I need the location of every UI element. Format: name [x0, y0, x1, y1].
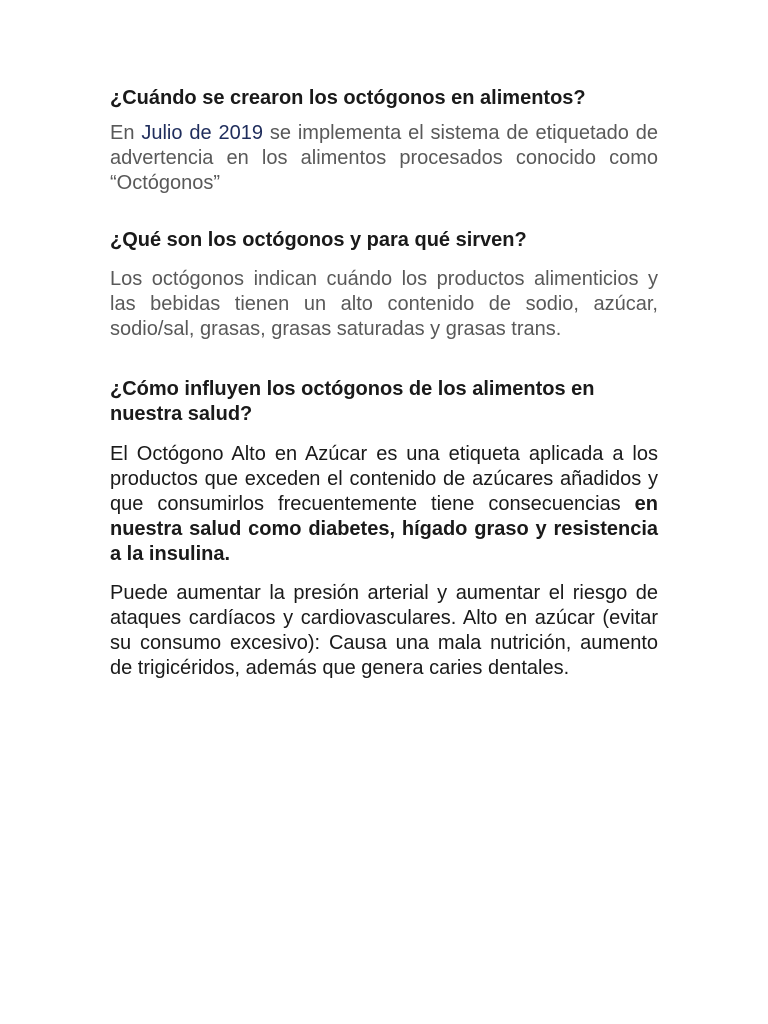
section-heading-como-influyen: ¿Cómo influyen los octógonos de los alimentos en nuestra salud? [110, 378, 595, 425]
paragraph-text-regular: El Octógono Alto en Azúcar es una etiqueta aplicada a los productos que exceden el contenido de azúcares añadidos y que consumirlos frecuentemente tiene consecuencias [110, 443, 658, 515]
paragraph-text-rest: se implementa el sistema de etiquetado de advertencia en los alimentos procesados conocido como “Octógonos” [110, 122, 658, 194]
document-page [110, 86, 658, 681]
section-paragraph-presion: Puede aumentar la presión arterial y aumentar el riesgo de ataques cardíacos y cardiovasculares. Alto en azúcar (evitar su consumo excesivo): Causa una mala nutrición, aumento de trigicéridos, además que genera caries dentales. [110, 582, 658, 679]
date-link-julio-2019[interactable]: Julio de 2019 [141, 122, 263, 144]
section-heading-que-son: ¿Qué son los octógonos y para qué sirven? [110, 229, 527, 251]
paragraph-text-bold: en nuestra salud como diabetes, hígado graso y resistencia a la insulina. [110, 493, 658, 565]
section-paragraph-como-influyen [110, 442, 658, 567]
section-paragraph-cuando [110, 121, 658, 196]
paragraph-text-start: En [110, 122, 142, 144]
section-paragraph-que-son: Los octógonos indican cuándo los productos alimenticios y las bebidas tienen un alto contenido de sodio, azúcar, sodio/sal, grasas, grasas saturadas y grasas trans. [110, 268, 658, 340]
section-heading-cuando: ¿Cuándo se crearon los octógonos en alimentos? [110, 87, 586, 109]
